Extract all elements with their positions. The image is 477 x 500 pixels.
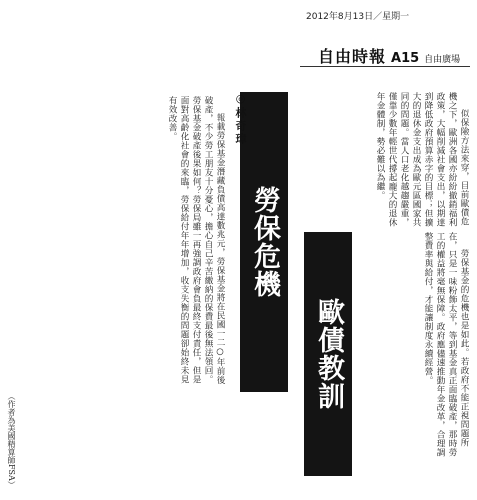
article-column-3 [4,96,226,388]
author-byline: ◎林奇璋 [234,92,247,146]
masthead-rule [300,66,470,67]
headline-part-1: 勞保危機 [240,92,288,392]
article-column-1 [296,92,470,228]
date-header: 2012年8月13日／星期一 [306,12,410,22]
masthead [318,44,460,67]
article-text: 勞保基金的危機也是如此。若政府不能正視問題所在，只是一味粉飾太平，等到基金真正面臨破產，那時勞工的權益將毫無保障。政府應儘速推動年金改革，合理調整費率與給付，才能讓制度永續經營。 [423,232,469,457]
article-text: 似保險方法來穿，目前歐債危機之下，歐洲各國亦紛紛撤銷福利政策，大幅削減社會支出，以期達到降低政府預算赤字的目標；但擴大的退休金支出成為歐元區國家共同的問題。當人口老化越趨嚴重，僅靠少數年輕世代撐起龐大的退休年金體制，勢必難以為繼。 [375,92,469,227]
newspaper-name: 自由時報 [318,47,387,66]
article-column-2 [356,232,470,464]
headline-part-2: 歐債教訓 [304,232,352,476]
section-name: 自由廣場 [424,55,461,65]
author-credit: （作者為美國精算師FSA） [7,392,16,489]
page-number: A15 [391,51,420,66]
article-text: 報載勞保基金潛藏負債高達數兆元，勞保基金將在民國一二○年前後破產，不少勞工朋友十分憂心，擔心自己辛苦繳納的保費最後無法領回。勞保基金破產後果如何？勞保局雖一再強調政府會負最終支付責任，但是面對高齡化社會的來臨，勞保給付年年增加，收支失衡的問題卻始終未見有效改善。 [167,96,225,385]
